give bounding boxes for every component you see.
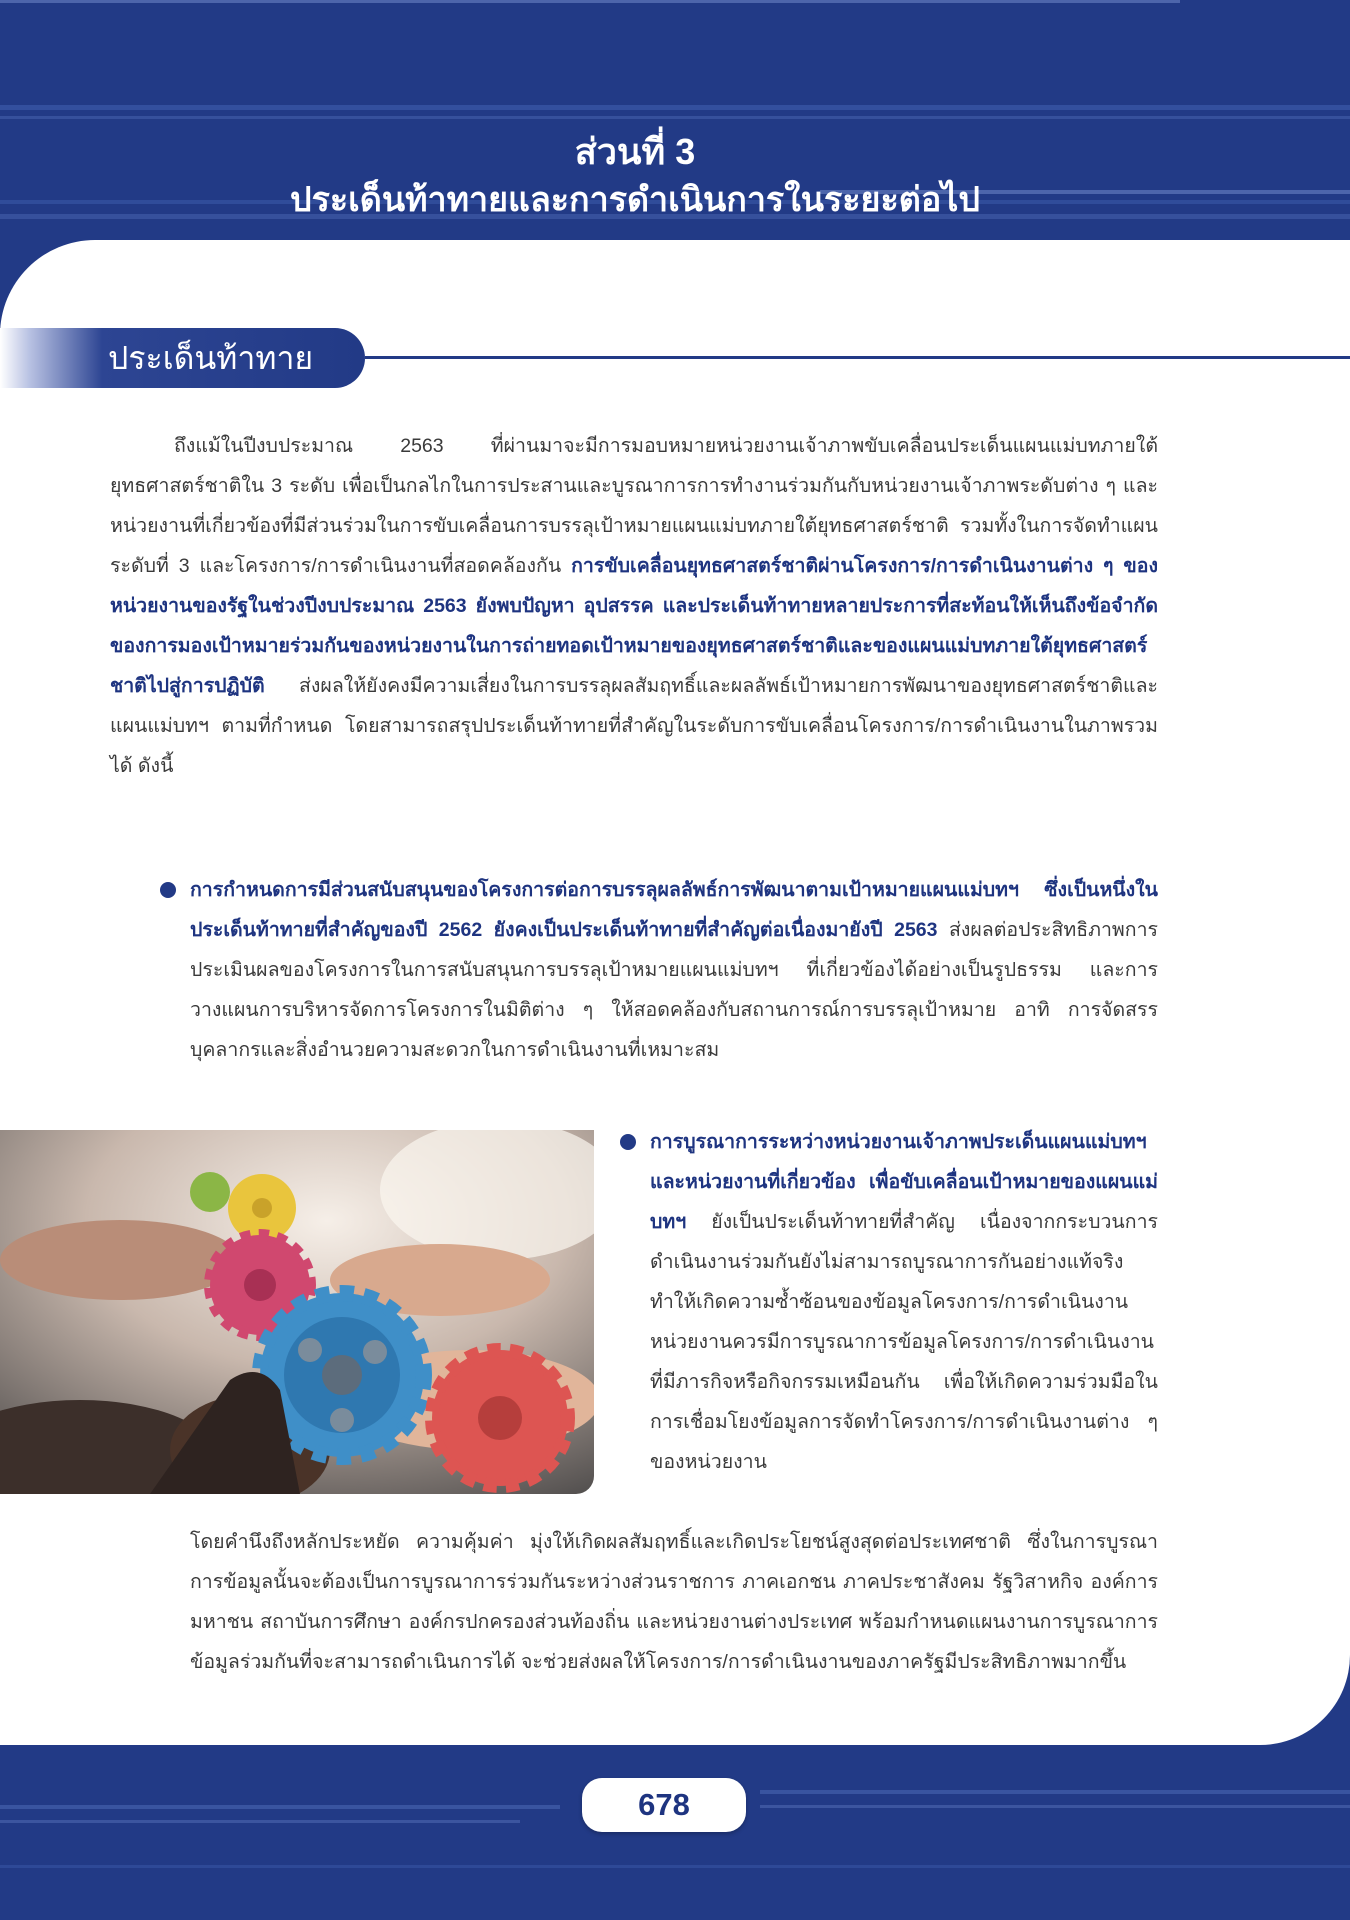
footer-background [0, 1745, 1350, 1920]
bullet-2-highlight: การบูรณาการระหว่างหน่วยงานเจ้าภาพประเด็นแผนแม่บทฯ และหน่วยงานที่เกี่ยวข้อง เพื่อขับเคลื่อนเป้าหมายของแผนแม่บทฯ [650, 1131, 1158, 1233]
green-gear-icon [190, 1172, 230, 1212]
red-gear-icon [432, 1350, 568, 1486]
bullet-item-2 [650, 1122, 1158, 1482]
intro-text: ถึงแม้ในปีงบประมาณ 2563 ที่ผ่านมาจะมีการมอบหมายหน่วยงานเจ้าภาพขับเคลื่อนประเด็นแผนแม่บทภายใต้ยุทธศาสตร์ชาติใน 3 ระดับ เพื่อเป็นกลไกในการประสานและบูรณาการการทำงานร่วมกันกับหน่วยงานเจ้าภาพระดับต่าง ๆ และหน่วยงานที่เกี่ยวข้องที่มีส่วนร่วมในการขับเคลื่อนการบรรลุเป้าหมายแผนแม่บทภายใต้ยุทธศาสตร์ชาติ รวมทั้งในการจัดทำแผนระดับที่ 3 และโครงการ/การดำเนินงานที่สอดคล้องกัน [110, 435, 1158, 577]
bullet-1-highlight: การกำหนดการมีส่วนสนับสนุนของโครงการต่อการบรรลุผลลัพธ์การพัฒนาตามเป้าหมายแผนแม่บทฯ ซึ่งเป็นหนึ่งในประเด็นท้าทายที่สำคัญของปี 2562 ยังคงเป็นประเด็นท้าทายที่สำคัญต่อเนื่องมายังปี 2563 [190, 879, 1158, 941]
header-title [0, 128, 1270, 224]
bullet-dot [620, 1134, 636, 1150]
section-divider [365, 356, 1350, 359]
section-heading: ประเด็นท้าทาย [108, 340, 314, 376]
gears-teamwork-photo [0, 1130, 594, 1494]
bullet-1-text: ส่งผลต่อประสิทธิภาพการประเมินผลของโครงการในการสนับสนุนการบรรลุเป้าหมายแผนแม่บทฯ ที่เกี่ยวข้องได้อย่างเป็นรูปธรรม และการวางแผนการบริหารจัดการโครงการในมิติต่าง ๆ ให้สอดคล้องกับสถานการณ์การบรรลุเป้าหมาย อาทิ การจัดสรรบุคลากรและสิ่งอำนวยความสะดวกในการดำเนินงานที่เหมาะสม [190, 919, 1158, 1061]
page-number: 678 [582, 1778, 746, 1832]
bullet-2-text: ยังเป็นประเด็นท้าทายที่สำคัญ เนื่องจากกระบวนการดำเนินงานร่วมกันยังไม่สามารถบูรณาการกันอย่างแท้จริง ทำให้เกิดความซ้ำซ้อนของข้อมูลโครงการ/การดำเนินงาน หน่วยงานควรมีการบูรณาการข้อมูลโครงการ/การดำเนินงานที่มีภารกิจหรือกิจกรรมเหมือนกัน เพื่อให้เกิดความร่วมมือในการเชื่อมโยงข้อมูลการจัดทำโครงการ/การดำเนินงานต่าง ๆ ของหน่วยงาน [650, 1211, 1158, 1473]
bullet-item-1 [190, 870, 1158, 1070]
part-heading: ส่วนที่ 3 [574, 131, 696, 172]
bullet-item-2-continued: โดยคำนึงถึงหลักประหยัด ความคุ้มค่า มุ่งให้เกิดผลสัมฤทธิ์และเกิดประโยชน์สูงสุดต่อประเทศชาติ ซึ่งในการบูรณาการข้อมูลนั้นจะต้องเป็นการบูรณาการร่วมกันระหว่างส่วนราชการ ภาคเอกชน ภาคประชาสังคม รัฐวิสาหกิจ องค์การมหาชน สถาบันการศึกษา องค์กรปกครองส่วนท้องถิ่น และหน่วยงานต่างประเทศ พร้อมกำหนดแผนงานการบูรณาการข้อมูลร่วมกันที่จะสามารถดำเนินการได้ จะช่วยส่งผลให้โครงการ/การดำเนินงานของภาครัฐมีประสิทธิภาพมากขึ้น [190, 1531, 1158, 1673]
bullet-dot [160, 882, 176, 898]
chapter-heading: ประเด็นท้าทายและการดำเนินการในระยะต่อไป [290, 181, 980, 219]
intro-text-end: ส่งผลให้ยังคงมีความเสี่ยงในการบรรลุผลสัมฤทธิ์และผลลัพธ์เป้าหมายการพัฒนาของยุทธศาสตร์ชาติและแผนแม่บทฯ ตามที่กำหนด โดยสามารถสรุปประเด็นท้าทายที่สำคัญในระดับการขับเคลื่อนโครงการ/การดำเนินงานในภาพรวมได้ ดังนี้ [110, 675, 1158, 777]
intro-highlight: การขับเคลื่อนยุทธศาสตร์ชาติผ่านโครงการ/การดำเนินงานต่าง ๆ ของหน่วยงานของรัฐในช่วงปีงบประมาณ 2563 ยังพบปัญหา อุปสรรค และประเด็นท้าทายหลายประการที่สะท้อนให้เห็นถึงข้อจำกัดของการมองเป้าหมายร่วมกันของหน่วยงานในการถ่ายทอดเป้าหมายของยุทธศาสตร์ชาติและของแผนแม่บทภายใต้ยุทธศาสตร์ชาติไปสู่การปฏิบัติ [110, 555, 1158, 697]
intro-paragraph [110, 426, 1158, 786]
